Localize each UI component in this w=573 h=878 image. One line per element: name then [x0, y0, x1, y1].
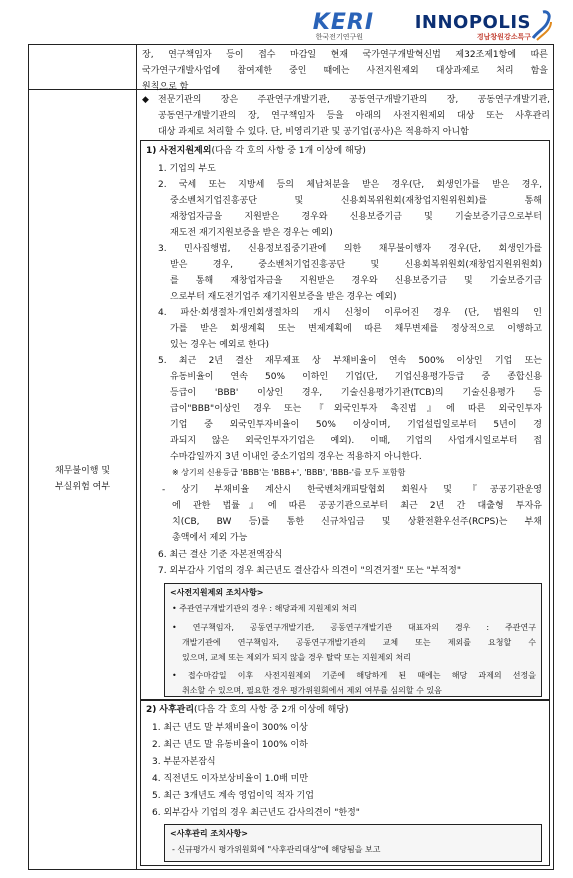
section-number: 2)	[146, 705, 157, 715]
innopolis-logo: INNOPOLIS	[414, 12, 531, 33]
section-title-rest: (다음 각 호의 사항 중 1개 이상에 해당)	[211, 146, 366, 156]
section-2-title	[146, 702, 349, 718]
list-item: 1. 기업의 부도	[158, 164, 216, 174]
text-line: 5. 최근 2년 결산 재무제표 상 부채비율이 연속 500% 이상인 기업 또는	[158, 356, 542, 366]
section-title-bold: 사전지원제외	[159, 146, 212, 156]
row-label-line: 부실위험 여부	[54, 482, 111, 492]
text-line: 등급이 'BBB' 이상인 경우, 기술신용평가기관(TCB)의 기술신용평가 등	[170, 388, 542, 398]
text-line: 를 통해 재창업자금을 지원받은 경우와 신용보증기금 및 기술보증기금	[170, 276, 542, 286]
list-item: 6. 외부감사 기업의 경우 최근년도 감사의견이 "한정"	[152, 808, 360, 818]
list-item-continuation	[172, 498, 542, 546]
note-line: - 신규평가시 평가위원회에 "사후관리대상"에 해당됨을 보고	[172, 845, 381, 854]
section-title-rest: (다음 각 호의 사항 중 2개 이상에 해당)	[194, 705, 349, 715]
list-item: 1. 최근 년도 말 부채비율이 300% 이상	[152, 723, 308, 733]
text-line: 과되지 않은 외국인투자기업은 예외). 이때, 기업의 사업개시일로부터 접	[170, 436, 542, 446]
text-line: 전문기관의 장은 주관연구개발기관, 공동연구개발기관의 장, 공동연구개발기관,	[158, 95, 550, 105]
text-line: 수마감일까지 3년 이내인 중소기업의 경우는 적용하지 아니한다.	[170, 452, 422, 462]
innopolis-logo-subtitle: 경남창원강소특구	[476, 33, 531, 41]
list-item: 2. 최근 년도 말 유동비율이 100% 이하	[152, 740, 308, 750]
section-1-title	[146, 143, 366, 159]
list-item-continuation	[170, 193, 542, 241]
note-text: ※ 상기의 신용등급 'BBB'는 'BBB+', 'BBB', 'BBB-'를 모두 포함함	[172, 468, 406, 477]
text-line: 총액에서 제외 가능	[172, 533, 248, 543]
text-line: - 상기 부채비율 계산시 한국벤처캐피탈협회 회원사 및 『공공기관운영	[162, 485, 542, 495]
text-line: 있는 경우는 예외로 한다)	[170, 340, 270, 350]
list-item: 3. 부분자본잠식	[152, 757, 216, 767]
text-line: 3. 민사집행법, 신용정보집중기관에 의한 채무불이행자 경우(단, 회생인가를	[158, 244, 542, 254]
note-title: <사후관리 조치사항>	[170, 829, 249, 838]
text-line: 장, 연구책임자 등이 접수 마감일 현재 국가연구개발혁신법 제32조제1항에 따른	[142, 50, 548, 60]
list-item	[158, 241, 542, 257]
text-line: 원칙으로 함	[142, 82, 189, 92]
list-item	[158, 305, 542, 321]
text-line: 2. 국세 또는 지방세 등의 체납처분을 받은 경우(단, 회생인가를 받은 경우,	[158, 180, 542, 190]
list-item	[158, 353, 542, 369]
header-logos	[159, 10, 559, 42]
table-column-divider	[136, 45, 137, 869]
text-line: 재창업자금을 지원받은 경우와 신용보증기금 및 기술보증기금으로부터	[170, 212, 542, 222]
text-line: 재도전 재기지원보증을 받은 경우는 예외)	[170, 228, 333, 238]
text-line: 있으며, 교체 또는 제외가 되지 않을 경우 탈락 또는 지원제외 처리	[182, 653, 411, 662]
section-1-note-title	[170, 585, 263, 600]
text-line: 급이"BBB"이상인 경우 또는 『외국인투자 촉진법』에 따른 외국인투자	[170, 404, 542, 414]
text-line: 국가연구개발사업에 참여제한 중인 때에는 사전지원제외 대상과제로 처리 함을	[142, 66, 548, 76]
text-line: • 접수마감일 이후 사전지원제외 기준에 해당하게 된 때에는 해당 과제의 선정을	[172, 671, 536, 680]
section-1-note-lines	[172, 601, 536, 698]
list-item: 7. 외부감사 기업의 경우 최근년도 결산감사 의견이 "의견거절" 또는 "부적정"	[158, 566, 462, 576]
list-item	[162, 482, 542, 498]
keri-logo-subtitle: 한국전기연구원	[315, 33, 363, 41]
top-row-text	[142, 47, 548, 95]
text-line: 으로부터 재도전기업주 재기지원보증을 받은 경우는 예외)	[170, 292, 397, 302]
list-item	[158, 177, 542, 193]
section-2-note-title	[170, 826, 248, 841]
list-item-continuation	[170, 257, 542, 305]
row-label-cell	[29, 89, 136, 869]
innopolis-swirl-icon	[529, 8, 553, 42]
list-item-continuation	[170, 321, 542, 353]
row-label	[33, 463, 133, 495]
text-line: 대상 과제로 처리할 수 있다. 단, 비영리기관 및 공기업(공사)은 적용하지 아니함	[158, 127, 469, 137]
keri-logo: KERI	[312, 10, 374, 35]
diamond-bullet-icon: ◆	[142, 95, 149, 105]
list-item: 6. 최근 결산 기준 자본전액잠식	[158, 550, 283, 560]
list-item-continuation	[170, 369, 542, 465]
section-title-bold: 사후관리	[159, 705, 195, 715]
text-line: • 주관연구개발기관의 경우 : 해당과제 지원제외 처리	[172, 604, 357, 613]
text-line: 가를 받은 회생계획 또는 변제계획에 따른 채무변제를 정상적으로 이행하고	[170, 324, 542, 334]
text-line: 받은 경우, 중소벤처기업진흥공단 및 신용회복위원회(재창업지원위원회)	[170, 260, 542, 270]
text-line: 취소할 수 있으며, 필요한 경우 평가위원회에서 제외 여부를 심의할 수 있음	[182, 686, 442, 695]
note-title: <사전지원제외 조치사항>	[170, 588, 264, 597]
text-line: 중소벤처기업진흥공단 및 신용회복위원회(재창업지원위원회)를 통해	[170, 196, 542, 206]
text-line: 유동비율이 연속 50% 이하인 기업(단, 기업신용평가등급 중 종합신용	[170, 372, 542, 382]
list-item: 5. 최근 3개년도 계속 영업이익 적자 기업	[152, 791, 314, 801]
section-number: 1)	[146, 146, 157, 156]
intro-paragraph	[158, 92, 550, 140]
text-line: 기업 중 외국인투자비율이 50% 이상이며, 기업설립일로부터 5년이 경	[170, 420, 542, 430]
text-line: 치(CB, BW 등)를 통한 신규차입금 및 상환전환우선주(RCPS)는 부채	[172, 517, 542, 527]
text-line: 공동연구개발기관의 장, 연구책임자 등을 아래의 사전지원제외 대상 또는 사후관리	[158, 111, 550, 121]
text-line: • 연구책임자, 공동연구개발기관, 공동연구개발기관 대표자의 경우 : 주관연구	[172, 623, 536, 632]
list-item: 4. 직전년도 이자보상비율이 1.0배 미만	[152, 774, 309, 784]
text-line: 4. 파산·회생절차·개인회생절차의 개시 신청이 이루어진 경우 (단, 법원의 인	[158, 308, 542, 318]
row-label-line: 채무불이행 및	[54, 466, 111, 476]
text-line: 개발기관에 연구책임자, 공동연구개발기관의 교체 또는 제외를 요청할 수	[182, 638, 536, 647]
text-line: 에 관한 법률』에 따른 공공기관으로부터 최근 2년 간 대출형 투자유	[172, 501, 542, 511]
